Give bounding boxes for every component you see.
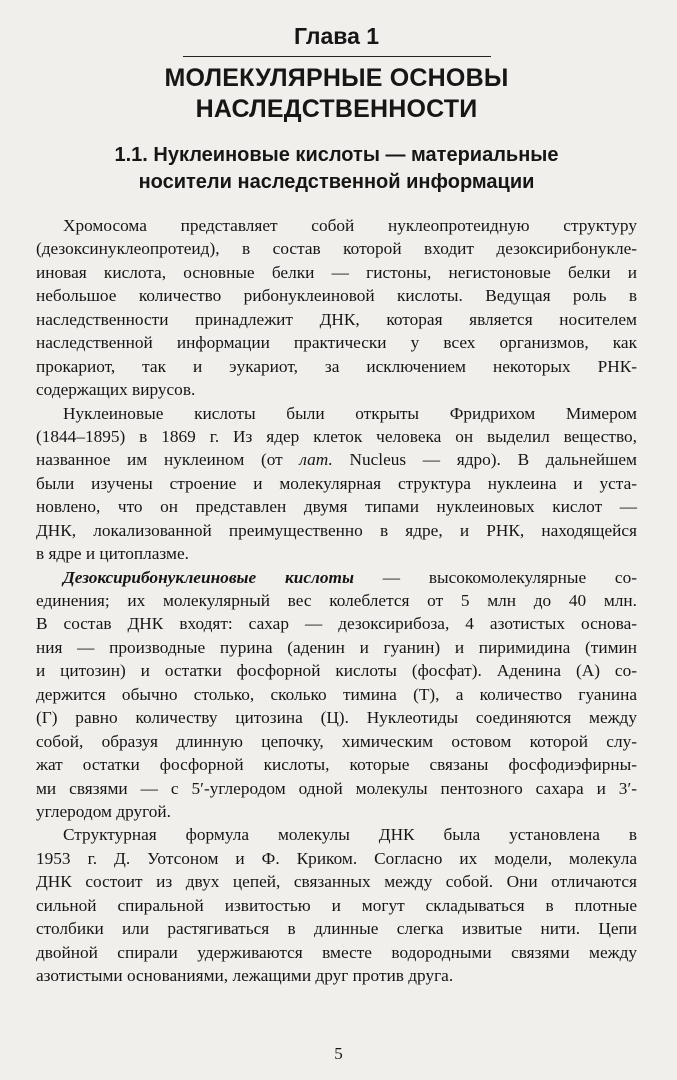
text-line: углеродом другой. bbox=[36, 801, 172, 821]
chapter-title bbox=[36, 63, 637, 125]
body-text bbox=[36, 214, 637, 987]
paragraph-4 bbox=[36, 823, 637, 987]
text-line: новлено, что он представлен двумя типами нуклеиновых кислот — bbox=[36, 497, 637, 517]
section-title-line-1: 1.1. Нуклеиновые кислоты — материальные bbox=[114, 144, 559, 166]
text-line: азотистыми основаниями, лежащими друг против друга. bbox=[36, 966, 454, 985]
text-line: ДНК состоит из двух цепей, связанных между собой. Они отличаются bbox=[36, 872, 637, 892]
text-line: Нуклеиновые кислоты были открыты Фридрихом Мимером bbox=[63, 403, 637, 423]
text-line: ния — производные пурина (аденин и гуанин) и пиримидина (тимин bbox=[36, 637, 637, 657]
text-line: столбики или растягиваться в длинные слегка извитые нити. Цепи bbox=[36, 919, 637, 939]
text-line: содержащих вирусов. bbox=[36, 380, 196, 400]
text-line: наследственной информации практически у всех организмов, как bbox=[36, 333, 637, 353]
text-line: единения; их молекулярный вес колеблется от 5 млн до 40 млн. bbox=[36, 591, 637, 610]
text-line bbox=[36, 448, 637, 471]
text-run: — высокомолекулярные со- bbox=[353, 567, 638, 587]
chapter-underline bbox=[183, 56, 491, 57]
text-line: Структурная формула молекулы ДНК была установлена в bbox=[63, 825, 637, 845]
text-line: (дезоксинуклеопротеид), в состав которой входит дезоксирибонукле- bbox=[36, 239, 637, 259]
text-line: прокариот, так и эукариот, за исключением некоторых РНК- bbox=[36, 356, 637, 376]
paragraph-1 bbox=[36, 214, 637, 402]
text-line bbox=[36, 566, 637, 589]
text-run: названное им нуклеином (от bbox=[36, 450, 300, 470]
text-line: были изучены строение и молекулярная структура нуклеина и уста- bbox=[36, 473, 637, 493]
text-line: (1844–1895) в 1869 г. Из ядер клеток человека он выделил вещество, bbox=[36, 426, 637, 446]
chapter-title-line-2: НАСЛЕДСТВЕННОСТИ bbox=[195, 95, 478, 123]
paragraph-2 bbox=[36, 402, 637, 566]
text-line: и цитозин) и остатки фосфорной кислоты (фосфат). Аденина (А) со- bbox=[36, 661, 637, 681]
text-line: 1953 г. Д. Уотсоном и Ф. Криком. Согласно их модели, молекула bbox=[36, 848, 637, 868]
text-line: ми связями — с 5′-углеродом одной молекулы пентозного сахара и 3′- bbox=[36, 778, 637, 798]
text-line: (Г) равно количеству цитозина (Ц). Нуклеотиды соединяются между bbox=[36, 708, 637, 728]
defined-term: Дезоксирибонуклеиновые кислоты bbox=[63, 567, 354, 587]
page-number: 5 bbox=[334, 1044, 343, 1063]
text-line: ДНК, локализованной преимущественно в ядре, и РНК, находящейся bbox=[36, 520, 637, 540]
text-line: В состав ДНК входят: сахар — дезоксирибоза, 4 азотистых основа- bbox=[36, 614, 637, 634]
latin-abbreviation: лат. bbox=[299, 450, 333, 470]
text-run: Nucleus — ядро). В дальнейшем bbox=[332, 450, 637, 470]
paragraph-3 bbox=[36, 566, 637, 824]
text-line: иновая кислота, основные белки — гистоны, негистоновые белки и bbox=[36, 262, 637, 282]
text-line: держится обычно столько, сколько тимина (Т), а количество гуанина bbox=[36, 684, 637, 704]
chapter-label: Глава 1 bbox=[293, 23, 380, 49]
section-title bbox=[36, 142, 637, 196]
text-line: в ядре и цитоплазме. bbox=[36, 544, 189, 564]
text-line: наследственности принадлежит ДНК, которая является носителем bbox=[36, 309, 637, 329]
text-line: собой, образуя длинную цепочку, химическим остовом которой слу- bbox=[36, 731, 637, 751]
section-title-line-2: носители наследственной информации bbox=[138, 171, 535, 193]
text-line: двойной спирали удерживаются вместе водородными связями между bbox=[36, 942, 637, 962]
text-line: жат остатки фосфорной кислоты, которые связаны фосфодиэфирны- bbox=[36, 755, 637, 775]
chapter-title-line-1: МОЛЕКУЛЯРНЫЕ ОСНОВЫ bbox=[164, 64, 509, 92]
text-line: небольшое количество рибонуклеиновой кислоты. Ведущая роль в bbox=[36, 286, 637, 306]
text-line: Хромосома представляет собой нуклеопротеидную структуру bbox=[63, 216, 637, 235]
text-line: сильной спиральной извитостью и могут складываться в плотные bbox=[36, 895, 637, 915]
